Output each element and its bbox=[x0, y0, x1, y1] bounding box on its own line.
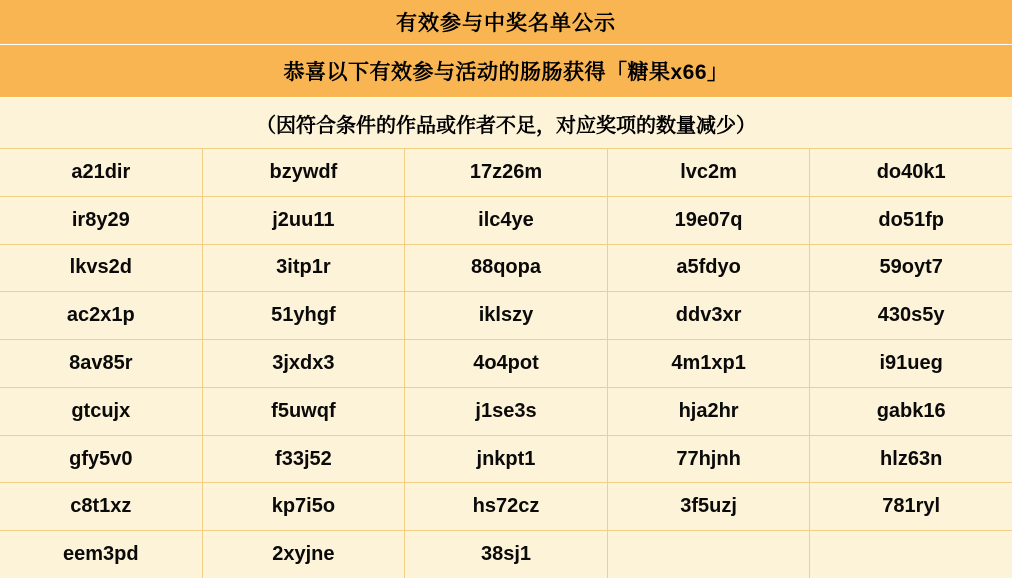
table-row bbox=[0, 292, 1012, 340]
winner-code-cell: gtcujx bbox=[0, 388, 203, 435]
prize-note: （因符合条件的作品或作者不足，对应奖项的数量减少） bbox=[0, 98, 1012, 149]
winner-code-cell: 4m1xp1 bbox=[608, 340, 811, 387]
table-row bbox=[0, 388, 1012, 436]
winner-code-cell: 51yhgf bbox=[203, 292, 406, 339]
winner-code-cell: ac2x1p bbox=[0, 292, 203, 339]
winner-code-cell: hlz63n bbox=[810, 436, 1012, 483]
winner-code-cell: lkvs2d bbox=[0, 245, 203, 292]
table-row bbox=[0, 245, 1012, 293]
winner-code-cell: a5fdyo bbox=[608, 245, 811, 292]
table-row bbox=[0, 340, 1012, 388]
winner-code-cell: 8av85r bbox=[0, 340, 203, 387]
winner-code-cell: kp7i5o bbox=[203, 483, 406, 530]
prize-subtitle: 恭喜以下有效参与活动的肠肠获得「糖果x66」 bbox=[0, 45, 1012, 98]
winner-code-cell: iklszy bbox=[405, 292, 608, 339]
winner-code-cell: ddv3xr bbox=[608, 292, 811, 339]
winner-code-cell: c8t1xz bbox=[0, 483, 203, 530]
winner-code-cell: 781ryl bbox=[810, 483, 1012, 530]
winner-code-cell: j1se3s bbox=[405, 388, 608, 435]
winner-code-cell: 19e07q bbox=[608, 197, 811, 244]
winner-code-cell: 2xyjne bbox=[203, 531, 406, 578]
winner-code-cell: f33j52 bbox=[203, 436, 406, 483]
winner-code-grid bbox=[0, 149, 1012, 578]
winner-code-cell: hs72cz bbox=[405, 483, 608, 530]
winner-code-cell: gfy5v0 bbox=[0, 436, 203, 483]
table-row bbox=[0, 436, 1012, 484]
winner-code-cell: lvc2m bbox=[608, 149, 811, 196]
winner-code-cell: 3jxdx3 bbox=[203, 340, 406, 387]
winner-code-cell: do51fp bbox=[810, 197, 1012, 244]
winner-code-cell: 59oyt7 bbox=[810, 245, 1012, 292]
table-row bbox=[0, 483, 1012, 531]
winner-code-cell-empty bbox=[810, 531, 1012, 578]
page-title: 有效参与中奖名单公示 bbox=[0, 0, 1012, 45]
winner-code-cell: do40k1 bbox=[810, 149, 1012, 196]
winner-code-cell: 3itp1r bbox=[203, 245, 406, 292]
winner-code-cell: 3f5uzj bbox=[608, 483, 811, 530]
winner-code-cell: i91ueg bbox=[810, 340, 1012, 387]
table-row bbox=[0, 531, 1012, 578]
winner-code-cell: bzywdf bbox=[203, 149, 406, 196]
winner-code-cell: ilc4ye bbox=[405, 197, 608, 244]
winner-code-cell-empty bbox=[608, 531, 811, 578]
winner-code-cell: a21dir bbox=[0, 149, 203, 196]
winner-code-cell: gabk16 bbox=[810, 388, 1012, 435]
table-row bbox=[0, 197, 1012, 245]
winner-code-cell: hja2hr bbox=[608, 388, 811, 435]
winner-code-cell: ir8y29 bbox=[0, 197, 203, 244]
winner-code-cell: f5uwqf bbox=[203, 388, 406, 435]
table-row bbox=[0, 149, 1012, 197]
winner-code-cell: 17z26m bbox=[405, 149, 608, 196]
winner-code-cell: 430s5y bbox=[810, 292, 1012, 339]
winner-code-cell: 38sj1 bbox=[405, 531, 608, 578]
winner-code-cell: j2uu11 bbox=[203, 197, 406, 244]
winner-code-cell: 77hjnh bbox=[608, 436, 811, 483]
winner-code-cell: 88qopa bbox=[405, 245, 608, 292]
winner-code-cell: eem3pd bbox=[0, 531, 203, 578]
winner-code-cell: jnkpt1 bbox=[405, 436, 608, 483]
winner-code-cell: 4o4pot bbox=[405, 340, 608, 387]
